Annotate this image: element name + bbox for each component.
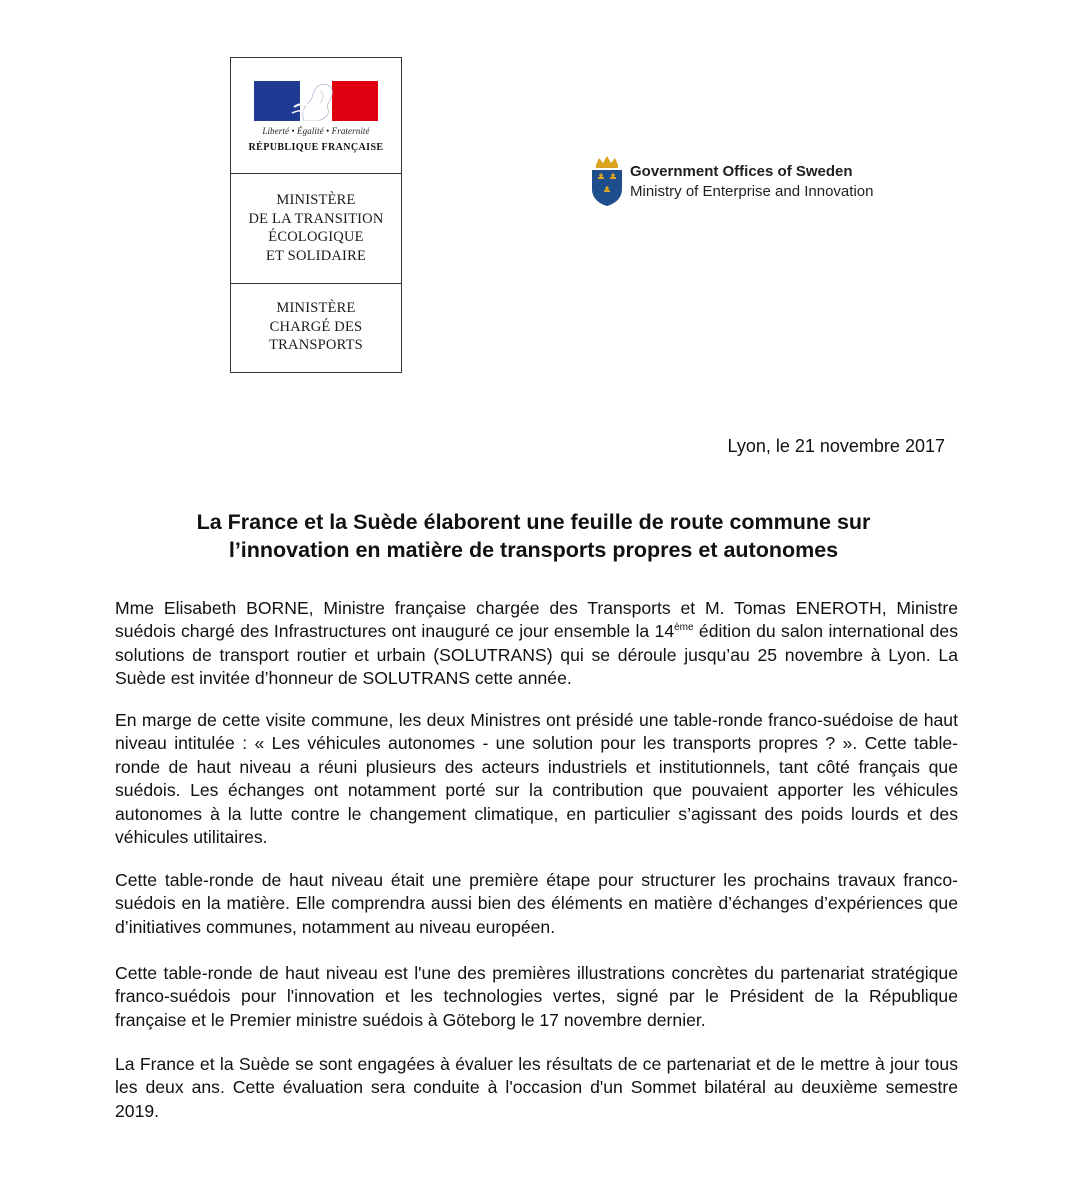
headline-line: l’innovation en matière de transports propres et autonomes (228, 538, 839, 562)
ministry1-line: ÉCOLOGIQUE (268, 229, 364, 245)
press-release-headline (100, 508, 967, 564)
document-date: Lyon, le 21 novembre 2017 (727, 436, 945, 456)
ordinal-suffix: ème (674, 622, 694, 634)
headline-line: La France et la Suède élaborent une feuille de route commune sur (196, 510, 871, 534)
french-government-logo-block (230, 57, 402, 373)
paragraph-1-text: Mme Elisabeth BORNE, Ministre française chargée des Transports et M. Tomas ENEROTH, Ministre suédois chargé des Infrastructures ont inauguré ce jour ensemble la 14 (115, 598, 958, 642)
republique-francaise-logo (231, 58, 401, 174)
ministry2-line: CHARGÉ DES (269, 318, 363, 335)
paragraph-3: Cette table-ronde de haut niveau était une première étape pour structurer les prochains travaux franco-suédois en la matière. Elle comprendra aussi bien des éléments en matière d’échanges d’expériences que d’initiatives communes, notamment au niveau européen. (115, 870, 958, 937)
marianne-flag-icon (254, 81, 378, 121)
ministry-transports (231, 284, 401, 373)
french-motto: Liberté • Égalité • Fraternité (262, 126, 370, 136)
ministry2-line: MINISTÈRE (276, 300, 356, 316)
ministry2-line: TRANSPORTS (269, 337, 363, 353)
republique-francaise-label: RÉPUBLIQUE FRANÇAISE (248, 142, 384, 153)
sweden-government-title: Government Offices of Sweden (630, 163, 853, 180)
swedish-crest-icon (590, 155, 624, 207)
sweden-ministry-subtitle: Ministry of Enterprise and Innovation (630, 183, 874, 200)
paragraph-1-text-cont: édition du salon international des solutions de transport routier et urbain (SOLUTRANS) qui se déroule jusqu’au 25 novembre à Lyon. La Suède est invitée d’honneur de SOLUTRANS cette année. (115, 621, 959, 689)
ministry-ecological-transition (231, 174, 401, 284)
ministry1-line: MINISTÈRE (276, 192, 356, 208)
paragraph-1 (115, 597, 958, 691)
ministry1-line: DE LA TRANSITION (248, 210, 384, 227)
paragraph-4: Cette table-ronde de haut niveau est l'une des premières illustrations concrètes du partenariat stratégique franco-suédois pour l'innovation et les technologies vertes, signé par le Président de la République française et le Premier ministre suédois à Göteborg le 17 novembre dernier. (115, 963, 958, 1030)
paragraph-2: En marge de cette visite commune, les deux Ministres ont présidé une table-ronde franco-suédoise de haut niveau intitulée : « Les véhicules autonomes - une solution pour les transports propres ? ». Cette table-ronde de haut niveau a réuni plusieurs des acteurs industriels et institutionnels, tant côté français que suédois. Les échanges ont notamment porté sur la contribution que pouvaient apporter les véhicules autonomes à la lutte contre le changement climatique, en particulier s’agissant des poids lourds et des véhicules utilitaires. (115, 710, 958, 848)
paragraph-5: La France et la Suède se sont engagées à évaluer les résultats de ce partenariat et de le mettre à jour tous les deux ans. Cette évaluation sera conduite à l'occasion d'un Sommet bilatéral au deuxième semestre 2019. (115, 1054, 958, 1121)
ministry1-line: ET SOLIDAIRE (266, 247, 366, 264)
